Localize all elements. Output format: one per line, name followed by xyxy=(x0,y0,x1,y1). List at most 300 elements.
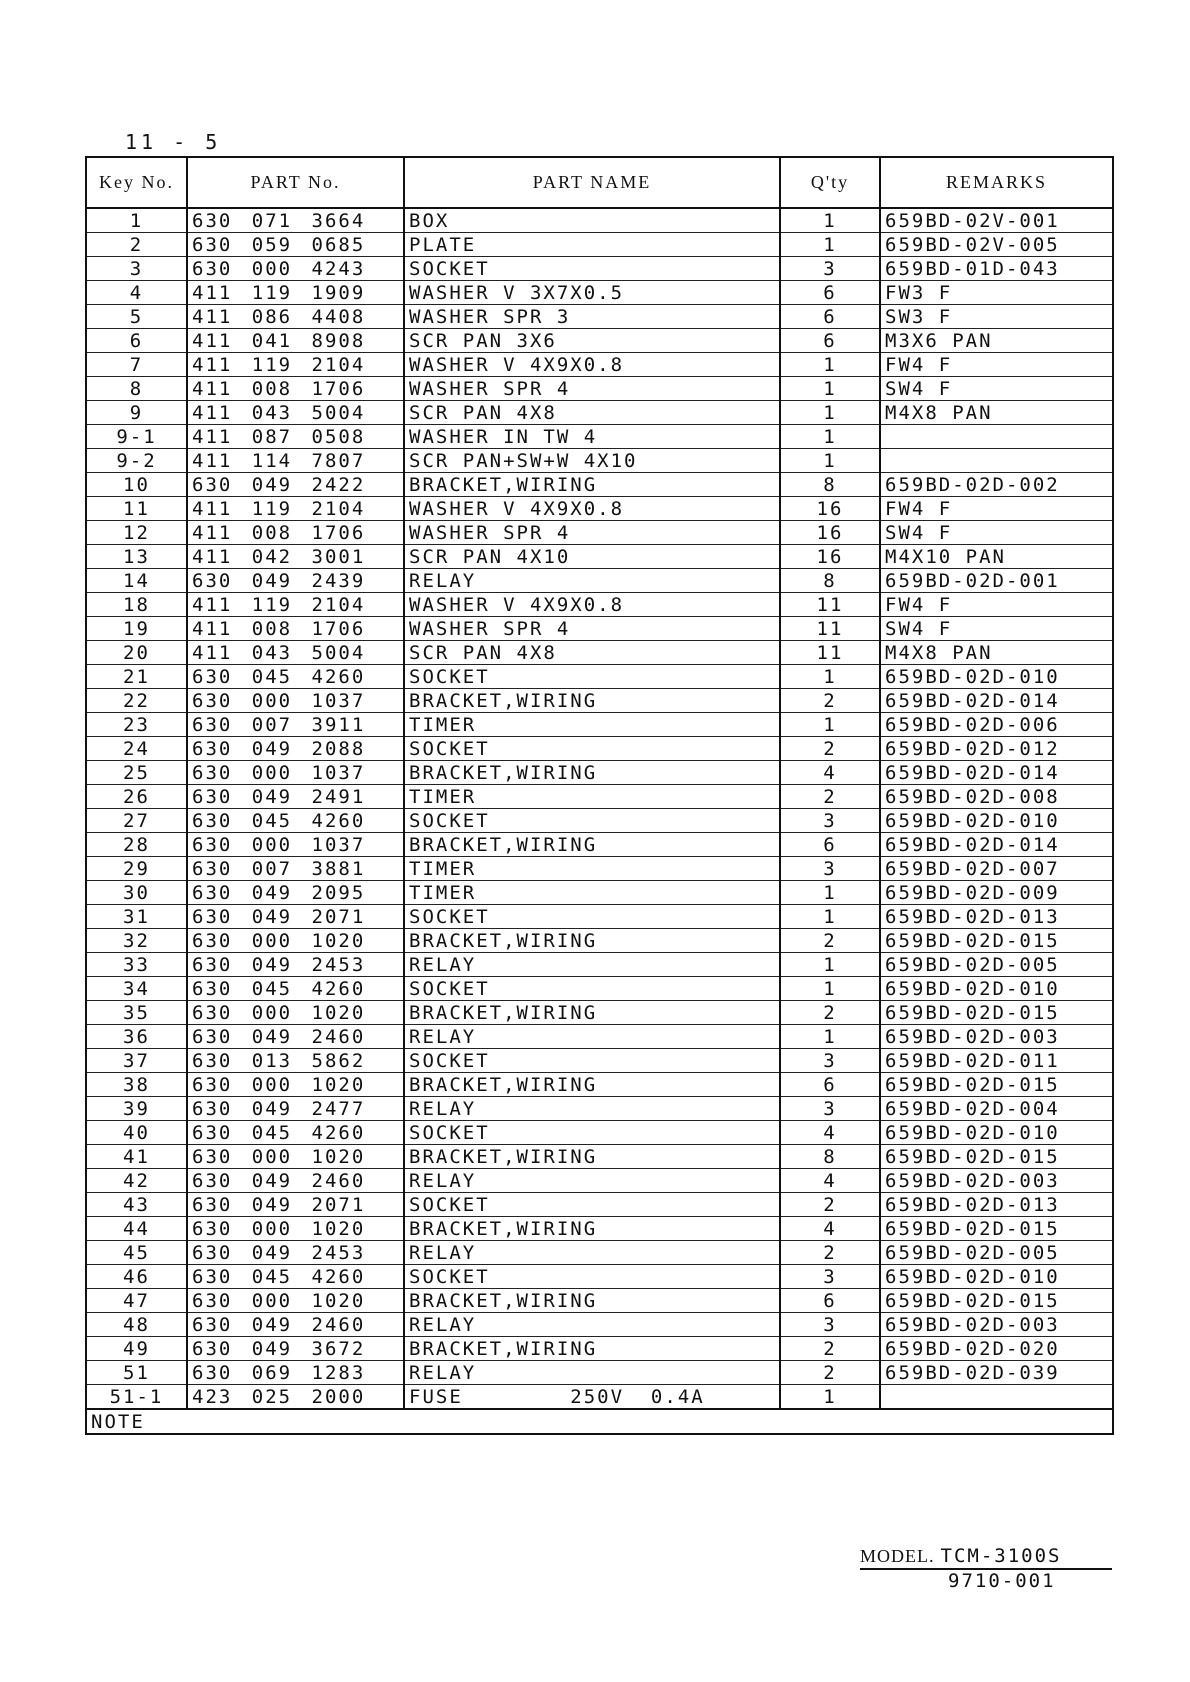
cell-part-name: WASHER SPR 4 xyxy=(404,617,780,641)
cell-remarks: FW4 F xyxy=(880,497,1113,521)
table-row xyxy=(86,641,1113,665)
cell-remarks: 659BD-02D-015 xyxy=(880,1145,1113,1169)
cell-remarks: 659BD-02D-010 xyxy=(880,1265,1113,1289)
cell-part-name: BRACKET,WIRING xyxy=(404,689,780,713)
cell-part-name: PLATE xyxy=(404,233,780,257)
cell-part-no: 411 008 1706 xyxy=(187,617,404,641)
cell-part-name: BOX xyxy=(404,208,780,233)
cell-key-no: 24 xyxy=(86,737,187,761)
cell-part-name: SOCKET xyxy=(404,1121,780,1145)
cell-part-no: 630 049 2460 xyxy=(187,1025,404,1049)
cell-key-no: 43 xyxy=(86,1193,187,1217)
cell-part-name: SCR PAN 4X10 xyxy=(404,545,780,569)
cell-part-no: 411 119 1909 xyxy=(187,281,404,305)
cell-remarks: FW4 F xyxy=(880,593,1113,617)
table-row xyxy=(86,953,1113,977)
table-row xyxy=(86,785,1113,809)
model-value: TCM-3100S xyxy=(940,1545,1062,1567)
table-row xyxy=(86,761,1113,785)
cell-part-name: WASHER V 4X9X0.8 xyxy=(404,593,780,617)
cell-remarks: FW3 F xyxy=(880,281,1113,305)
cell-qty: 2 xyxy=(780,929,880,953)
cell-key-no: 18 xyxy=(86,593,187,617)
cell-qty: 6 xyxy=(780,833,880,857)
cell-qty: 1 xyxy=(780,377,880,401)
table-row xyxy=(86,257,1113,281)
cell-part-no: 630 000 4243 xyxy=(187,257,404,281)
cell-key-no: 46 xyxy=(86,1265,187,1289)
cell-key-no: 42 xyxy=(86,1169,187,1193)
cell-key-no: 33 xyxy=(86,953,187,977)
cell-remarks: 659BD-02D-002 xyxy=(880,473,1113,497)
table-row xyxy=(86,208,1113,233)
cell-key-no: 9-1 xyxy=(86,425,187,449)
cell-remarks: 659BD-02D-013 xyxy=(880,1193,1113,1217)
cell-remarks: M4X10 PAN xyxy=(880,545,1113,569)
table-row xyxy=(86,809,1113,833)
cell-key-no: 39 xyxy=(86,1097,187,1121)
header-part-no: PART No. xyxy=(187,157,404,208)
cell-part-no: 411 119 2104 xyxy=(187,593,404,617)
cell-key-no: 32 xyxy=(86,929,187,953)
cell-key-no: 5 xyxy=(86,305,187,329)
cell-part-name: SCR PAN 4X8 xyxy=(404,401,780,425)
cell-key-no: 8 xyxy=(86,377,187,401)
table-row xyxy=(86,833,1113,857)
cell-key-no: 36 xyxy=(86,1025,187,1049)
cell-qty: 2 xyxy=(780,1241,880,1265)
cell-key-no: 14 xyxy=(86,569,187,593)
cell-part-name: SOCKET xyxy=(404,665,780,689)
cell-remarks: 659BD-02D-015 xyxy=(880,1073,1113,1097)
cell-part-name: BRACKET,WIRING xyxy=(404,1289,780,1313)
cell-part-no: 630 045 4260 xyxy=(187,665,404,689)
table-row xyxy=(86,1289,1113,1313)
cell-part-name: RELAY xyxy=(404,1169,780,1193)
table-row xyxy=(86,545,1113,569)
cell-part-name: RELAY xyxy=(404,1313,780,1337)
document-number: 9710-001 xyxy=(948,1570,1056,1592)
table-row xyxy=(86,1001,1113,1025)
cell-remarks: SW4 F xyxy=(880,377,1113,401)
cell-part-name: BRACKET,WIRING xyxy=(404,1001,780,1025)
table-row xyxy=(86,1073,1113,1097)
cell-remarks: 659BD-02V-001 xyxy=(880,208,1113,233)
table-row xyxy=(86,473,1113,497)
cell-remarks: M4X8 PAN xyxy=(880,641,1113,665)
table-row xyxy=(86,401,1113,425)
cell-qty: 1 xyxy=(780,425,880,449)
cell-qty: 6 xyxy=(780,281,880,305)
cell-qty: 16 xyxy=(780,545,880,569)
cell-qty: 1 xyxy=(780,977,880,1001)
cell-part-name: BRACKET,WIRING xyxy=(404,761,780,785)
table-row xyxy=(86,617,1113,641)
cell-part-no: 630 000 1037 xyxy=(187,689,404,713)
cell-key-no: 3 xyxy=(86,257,187,281)
cell-key-no: 20 xyxy=(86,641,187,665)
cell-remarks: 659BD-02D-015 xyxy=(880,1217,1113,1241)
cell-key-no: 11 xyxy=(86,497,187,521)
cell-remarks: M4X8 PAN xyxy=(880,401,1113,425)
cell-remarks: 659BD-02V-005 xyxy=(880,233,1113,257)
cell-key-no: 23 xyxy=(86,713,187,737)
table-row xyxy=(86,857,1113,881)
cell-part-name: BRACKET,WIRING xyxy=(404,929,780,953)
cell-key-no: 41 xyxy=(86,1145,187,1169)
cell-key-no: 37 xyxy=(86,1049,187,1073)
cell-qty: 3 xyxy=(780,1097,880,1121)
cell-part-name: RELAY xyxy=(404,1361,780,1385)
cell-key-no: 9-2 xyxy=(86,449,187,473)
cell-qty: 2 xyxy=(780,737,880,761)
cell-part-no: 630 049 2460 xyxy=(187,1169,404,1193)
cell-qty: 4 xyxy=(780,1121,880,1145)
cell-qty: 3 xyxy=(780,809,880,833)
table-row xyxy=(86,353,1113,377)
cell-qty: 16 xyxy=(780,497,880,521)
cell-part-no: 630 045 4260 xyxy=(187,1265,404,1289)
cell-part-no: 630 049 2071 xyxy=(187,1193,404,1217)
cell-remarks: 659BD-02D-001 xyxy=(880,569,1113,593)
cell-part-no: 630 045 4260 xyxy=(187,977,404,1001)
cell-key-no: 10 xyxy=(86,473,187,497)
cell-key-no: 30 xyxy=(86,881,187,905)
cell-key-no: 7 xyxy=(86,353,187,377)
cell-part-no: 630 049 3672 xyxy=(187,1337,404,1361)
cell-key-no: 31 xyxy=(86,905,187,929)
cell-key-no: 28 xyxy=(86,833,187,857)
cell-remarks: 659BD-02D-007 xyxy=(880,857,1113,881)
table-row xyxy=(86,1049,1113,1073)
cell-part-name: BRACKET,WIRING xyxy=(404,1073,780,1097)
cell-key-no: 21 xyxy=(86,665,187,689)
cell-qty: 4 xyxy=(780,1217,880,1241)
cell-remarks: M3X6 PAN xyxy=(880,329,1113,353)
cell-part-name: RELAY xyxy=(404,1097,780,1121)
cell-remarks: 659BD-02D-005 xyxy=(880,1241,1113,1265)
cell-qty: 3 xyxy=(780,1313,880,1337)
cell-part-no: 630 049 2453 xyxy=(187,953,404,977)
cell-part-no: 411 008 1706 xyxy=(187,377,404,401)
cell-qty: 6 xyxy=(780,1073,880,1097)
cell-part-no: 630 049 2095 xyxy=(187,881,404,905)
table-row xyxy=(86,1025,1113,1049)
cell-remarks: 659BD-02D-004 xyxy=(880,1097,1113,1121)
cell-key-no: 38 xyxy=(86,1073,187,1097)
table-row xyxy=(86,233,1113,257)
cell-part-no: 630 045 4260 xyxy=(187,1121,404,1145)
table-row xyxy=(86,569,1113,593)
cell-qty: 3 xyxy=(780,257,880,281)
cell-qty: 2 xyxy=(780,1001,880,1025)
table-row xyxy=(86,521,1113,545)
note-row xyxy=(86,1409,1113,1434)
cell-part-name: RELAY xyxy=(404,953,780,977)
cell-remarks: 659BD-02D-039 xyxy=(880,1361,1113,1385)
table-row xyxy=(86,1121,1113,1145)
cell-remarks: SW4 F xyxy=(880,521,1113,545)
cell-qty: 8 xyxy=(780,569,880,593)
cell-remarks xyxy=(880,425,1113,449)
cell-qty: 1 xyxy=(780,1025,880,1049)
cell-remarks: 659BD-01D-043 xyxy=(880,257,1113,281)
cell-qty: 6 xyxy=(780,1289,880,1313)
cell-key-no: 47 xyxy=(86,1289,187,1313)
cell-qty: 8 xyxy=(780,473,880,497)
cell-part-name: BRACKET,WIRING xyxy=(404,1145,780,1169)
cell-part-name: RELAY xyxy=(404,1025,780,1049)
cell-part-no: 630 049 2460 xyxy=(187,1313,404,1337)
cell-key-no: 4 xyxy=(86,281,187,305)
cell-remarks: 659BD-02D-003 xyxy=(880,1313,1113,1337)
cell-part-no: 630 059 0685 xyxy=(187,233,404,257)
cell-key-no: 45 xyxy=(86,1241,187,1265)
cell-part-name: SOCKET xyxy=(404,1193,780,1217)
cell-part-no: 411 119 2104 xyxy=(187,353,404,377)
table-row xyxy=(86,1313,1113,1337)
table-row xyxy=(86,1217,1113,1241)
table-row xyxy=(86,929,1113,953)
cell-part-no: 630 071 3664 xyxy=(187,208,404,233)
cell-part-no: 411 041 8908 xyxy=(187,329,404,353)
cell-qty: 1 xyxy=(780,713,880,737)
cell-part-name: SOCKET xyxy=(404,905,780,929)
table-row xyxy=(86,737,1113,761)
cell-part-no: 630 000 1020 xyxy=(187,1073,404,1097)
cell-part-no: 411 114 7807 xyxy=(187,449,404,473)
cell-qty: 1 xyxy=(780,905,880,929)
cell-key-no: 44 xyxy=(86,1217,187,1241)
cell-part-no: 630 045 4260 xyxy=(187,809,404,833)
cell-part-no: 630 049 2088 xyxy=(187,737,404,761)
cell-part-no: 630 000 1020 xyxy=(187,1001,404,1025)
cell-part-no: 630 049 2071 xyxy=(187,905,404,929)
cell-remarks: 659BD-02D-020 xyxy=(880,1337,1113,1361)
cell-part-no: 411 119 2104 xyxy=(187,497,404,521)
cell-remarks: 659BD-02D-014 xyxy=(880,761,1113,785)
cell-part-name: SOCKET xyxy=(404,1265,780,1289)
cell-part-name: WASHER V 4X9X0.8 xyxy=(404,353,780,377)
header-qty: Q'ty xyxy=(780,157,880,208)
cell-part-no: 411 042 3001 xyxy=(187,545,404,569)
cell-remarks: 659BD-02D-012 xyxy=(880,737,1113,761)
table-row xyxy=(86,281,1113,305)
model-info xyxy=(860,1545,1112,1570)
cell-key-no: 48 xyxy=(86,1313,187,1337)
cell-part-name: SCR PAN+SW+W 4X10 xyxy=(404,449,780,473)
cell-qty: 1 xyxy=(780,233,880,257)
table-row xyxy=(86,377,1113,401)
cell-qty: 1 xyxy=(780,449,880,473)
table-row xyxy=(86,881,1113,905)
cell-part-name: SCR PAN 3X6 xyxy=(404,329,780,353)
cell-part-name: TIMER xyxy=(404,713,780,737)
cell-remarks: FW4 F xyxy=(880,353,1113,377)
cell-remarks: 659BD-02D-006 xyxy=(880,713,1113,737)
cell-part-name: WASHER V 4X9X0.8 xyxy=(404,497,780,521)
cell-remarks: 659BD-02D-010 xyxy=(880,665,1113,689)
cell-key-no: 1 xyxy=(86,208,187,233)
table-row xyxy=(86,905,1113,929)
cell-part-name: FUSE 250V 0.4A xyxy=(404,1385,780,1410)
cell-remarks: 659BD-02D-010 xyxy=(880,977,1113,1001)
cell-key-no: 2 xyxy=(86,233,187,257)
cell-key-no: 27 xyxy=(86,809,187,833)
cell-key-no: 49 xyxy=(86,1337,187,1361)
header-key-no: Key No. xyxy=(86,157,187,208)
cell-part-name: TIMER xyxy=(404,881,780,905)
cell-part-no: 630 007 3881 xyxy=(187,857,404,881)
header-part-name: PART NAME xyxy=(404,157,780,208)
cell-key-no: 22 xyxy=(86,689,187,713)
table-row xyxy=(86,1097,1113,1121)
table-body xyxy=(86,208,1113,1409)
cell-qty: 1 xyxy=(780,953,880,977)
cell-part-name: BRACKET,WIRING xyxy=(404,833,780,857)
note-label: NOTE xyxy=(86,1409,1113,1434)
cell-qty: 6 xyxy=(780,305,880,329)
cell-part-no: 630 000 1020 xyxy=(187,1289,404,1313)
cell-remarks: 659BD-02D-003 xyxy=(880,1025,1113,1049)
cell-part-name: RELAY xyxy=(404,569,780,593)
cell-part-name: TIMER xyxy=(404,857,780,881)
cell-key-no: 35 xyxy=(86,1001,187,1025)
cell-qty: 4 xyxy=(780,1169,880,1193)
table-row xyxy=(86,449,1113,473)
table-row xyxy=(86,1193,1113,1217)
cell-key-no: 51-1 xyxy=(86,1385,187,1410)
cell-key-no: 25 xyxy=(86,761,187,785)
table-row xyxy=(86,977,1113,1001)
cell-part-name: WASHER SPR 4 xyxy=(404,377,780,401)
cell-part-name: BRACKET,WIRING xyxy=(404,473,780,497)
cell-remarks: SW4 F xyxy=(880,617,1113,641)
cell-remarks: 659BD-02D-010 xyxy=(880,809,1113,833)
cell-remarks xyxy=(880,449,1113,473)
cell-part-name: SOCKET xyxy=(404,257,780,281)
cell-remarks: 659BD-02D-005 xyxy=(880,953,1113,977)
cell-part-no: 630 000 1037 xyxy=(187,833,404,857)
cell-key-no: 51 xyxy=(86,1361,187,1385)
cell-part-no: 630 000 1020 xyxy=(187,1217,404,1241)
model-label: MODEL. xyxy=(860,1546,935,1566)
cell-part-name: SOCKET xyxy=(404,1049,780,1073)
cell-remarks: 659BD-02D-015 xyxy=(880,1289,1113,1313)
cell-part-name: WASHER SPR 3 xyxy=(404,305,780,329)
cell-qty: 1 xyxy=(780,208,880,233)
cell-qty: 1 xyxy=(780,353,880,377)
cell-part-name: SOCKET xyxy=(404,977,780,1001)
cell-part-name: RELAY xyxy=(404,1241,780,1265)
table-row xyxy=(86,1169,1113,1193)
cell-qty: 3 xyxy=(780,1049,880,1073)
cell-part-no: 411 043 5004 xyxy=(187,401,404,425)
cell-qty: 2 xyxy=(780,1337,880,1361)
cell-part-no: 411 043 5004 xyxy=(187,641,404,665)
table-row xyxy=(86,1241,1113,1265)
cell-part-no: 630 013 5862 xyxy=(187,1049,404,1073)
cell-part-no: 630 049 2422 xyxy=(187,473,404,497)
cell-qty: 2 xyxy=(780,785,880,809)
table-row xyxy=(86,1361,1113,1385)
table-row xyxy=(86,329,1113,353)
cell-qty: 2 xyxy=(780,1361,880,1385)
table-row xyxy=(86,425,1113,449)
table-row xyxy=(86,689,1113,713)
cell-key-no: 6 xyxy=(86,329,187,353)
cell-remarks xyxy=(880,1385,1113,1410)
cell-part-no: 630 000 1020 xyxy=(187,929,404,953)
cell-key-no: 40 xyxy=(86,1121,187,1145)
cell-qty: 8 xyxy=(780,1145,880,1169)
cell-qty: 4 xyxy=(780,761,880,785)
cell-qty: 11 xyxy=(780,593,880,617)
page-number: 11 - 5 xyxy=(125,130,222,154)
table-row xyxy=(86,1385,1113,1410)
cell-qty: 1 xyxy=(780,665,880,689)
cell-part-no: 411 008 1706 xyxy=(187,521,404,545)
cell-key-no: 13 xyxy=(86,545,187,569)
cell-remarks: 659BD-02D-013 xyxy=(880,905,1113,929)
table-row xyxy=(86,497,1113,521)
cell-part-name: WASHER IN TW 4 xyxy=(404,425,780,449)
table-header-row xyxy=(86,157,1113,208)
cell-remarks: SW3 F xyxy=(880,305,1113,329)
cell-qty: 1 xyxy=(780,881,880,905)
cell-part-name: SCR PAN 4X8 xyxy=(404,641,780,665)
cell-part-name: BRACKET,WIRING xyxy=(404,1217,780,1241)
cell-qty: 3 xyxy=(780,857,880,881)
table-row xyxy=(86,1265,1113,1289)
cell-key-no: 19 xyxy=(86,617,187,641)
cell-key-no: 29 xyxy=(86,857,187,881)
cell-remarks: 659BD-02D-014 xyxy=(880,689,1113,713)
cell-qty: 1 xyxy=(780,1385,880,1410)
cell-part-no: 630 007 3911 xyxy=(187,713,404,737)
cell-part-no: 630 049 2491 xyxy=(187,785,404,809)
cell-qty: 16 xyxy=(780,521,880,545)
cell-part-no: 630 049 2439 xyxy=(187,569,404,593)
cell-remarks: 659BD-02D-015 xyxy=(880,1001,1113,1025)
cell-part-no: 630 000 1037 xyxy=(187,761,404,785)
cell-part-name: WASHER V 3X7X0.5 xyxy=(404,281,780,305)
cell-qty: 11 xyxy=(780,617,880,641)
cell-qty: 2 xyxy=(780,689,880,713)
table-row xyxy=(86,1337,1113,1361)
cell-key-no: 12 xyxy=(86,521,187,545)
cell-part-name: WASHER SPR 4 xyxy=(404,521,780,545)
cell-qty: 2 xyxy=(780,1193,880,1217)
cell-qty: 11 xyxy=(780,641,880,665)
cell-remarks: 659BD-02D-010 xyxy=(880,1121,1113,1145)
parts-table xyxy=(85,156,1114,1435)
cell-qty: 3 xyxy=(780,1265,880,1289)
table-row xyxy=(86,665,1113,689)
cell-part-no: 411 087 0508 xyxy=(187,425,404,449)
cell-part-no: 411 086 4408 xyxy=(187,305,404,329)
cell-remarks: 659BD-02D-015 xyxy=(880,929,1113,953)
cell-remarks: 659BD-02D-003 xyxy=(880,1169,1113,1193)
cell-part-no: 630 069 1283 xyxy=(187,1361,404,1385)
cell-part-no: 423 025 2000 xyxy=(187,1385,404,1410)
cell-part-name: BRACKET,WIRING xyxy=(404,1337,780,1361)
cell-part-name: SOCKET xyxy=(404,737,780,761)
cell-key-no: 34 xyxy=(86,977,187,1001)
cell-part-no: 630 000 1020 xyxy=(187,1145,404,1169)
table-row xyxy=(86,1145,1113,1169)
table-row xyxy=(86,305,1113,329)
